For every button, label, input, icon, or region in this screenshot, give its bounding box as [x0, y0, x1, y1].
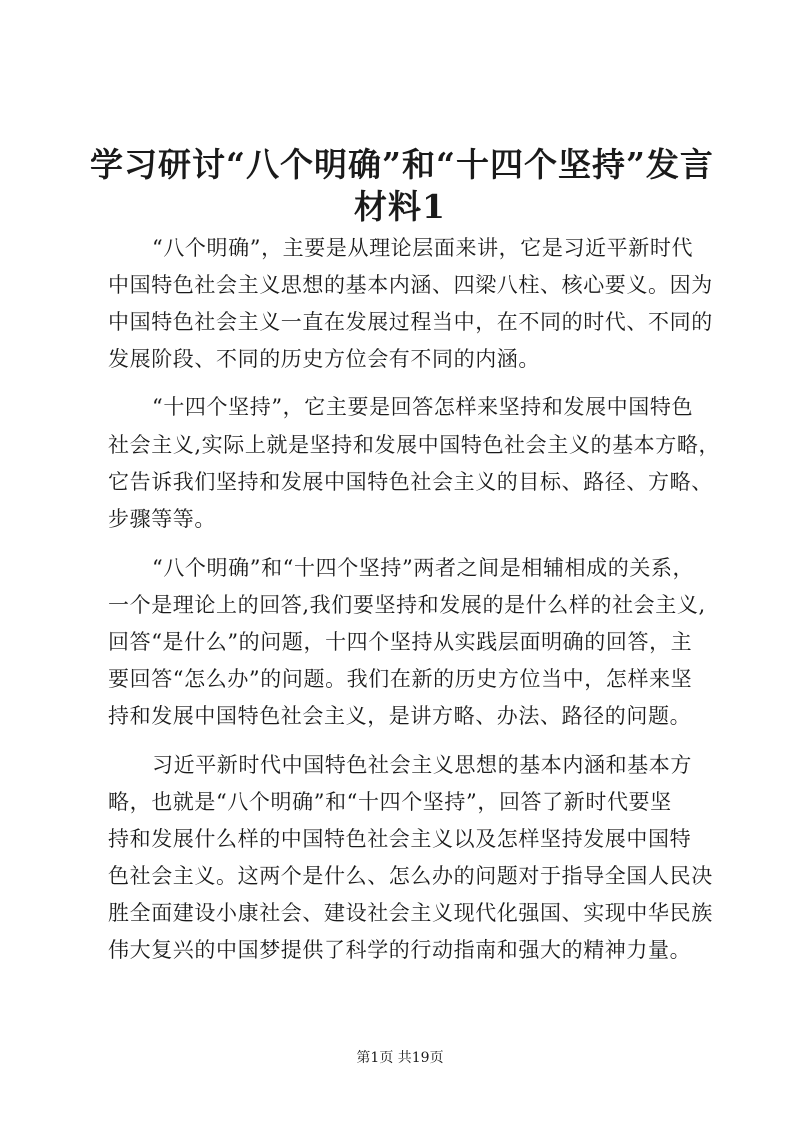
paragraph-4-line-1: 习近平新时代中国特色社会主义思想的基本内涵和基本方: [152, 753, 692, 777]
paragraph-3-line-5: 持和发展中国特色社会主义，是讲方略、办法、路径的问题。: [108, 704, 692, 728]
paragraph-3-line-2: 一个是理论上的回答,我们要坚持和发展的是什么样的社会主义,: [108, 593, 706, 617]
document-title-line-1: 学习研讨“八个明确”和“十四个坚持”发言: [90, 145, 714, 184]
paragraph-1-line-3: 中国特色社会主义一直在发展过程当中，在不同的时代、不同的: [108, 310, 713, 334]
paragraph-2-line-2: 社会主义,实际上就是坚持和发展中国特色社会主义的基本方略，: [108, 433, 721, 457]
paragraph-4-line-4: 色社会主义。这两个是什么、怎么办的问题对于指导全国人民决: [108, 864, 713, 888]
paragraph-3-line-4: 要回答“怎么办”的问题。我们在新的历史方位当中，怎样来坚: [108, 667, 693, 691]
paragraph-3-line-3: 回答“是什么”的问题，十四个坚持从实践层面明确的回答，主: [108, 630, 693, 654]
paragraph-4-line-2: 略，也就是“八个明确”和“十四个坚持”，回答了新时代要坚: [108, 790, 672, 814]
paragraph-1-line-1: “八个明确”，主要是从理论层面来讲，它是习近平新时代: [152, 236, 694, 260]
paragraph-2-line-3: 它告诉我们坚持和发展中国特色社会主义的目标、路径、方略、: [108, 470, 713, 494]
document-title-line-2: 材料1: [354, 187, 446, 226]
paragraph-1-line-2: 中国特色社会主义思想的基本内涵、四梁八柱、核心要义。因为: [108, 273, 713, 297]
paragraph-4-line-3: 持和发展什么样的中国特色社会主义以及怎样坚持发展中国特: [108, 827, 692, 851]
paragraph-4-line-5: 胜全面建设小康社会、建设社会主义现代化强国、实现中华民族: [108, 901, 713, 925]
page-number-footer: 第1页 共19页: [356, 1050, 444, 1066]
paragraph-4-line-6: 伟大复兴的中国梦提供了科学的行动指南和强大的精神力量。: [108, 938, 692, 962]
paragraph-2-line-4: 步骤等等。: [108, 507, 216, 531]
paragraph-2-line-1: “十四个坚持”，它主要是回答怎样来坚持和发展中国特色: [152, 395, 694, 419]
paragraph-1-line-4: 发展阶段、不同的历史方位会有不同的内涵。: [108, 347, 540, 371]
paragraph-3-line-1: “八个明确”和“十四个坚持”两者之间是相辅相成的关系，: [152, 556, 695, 580]
